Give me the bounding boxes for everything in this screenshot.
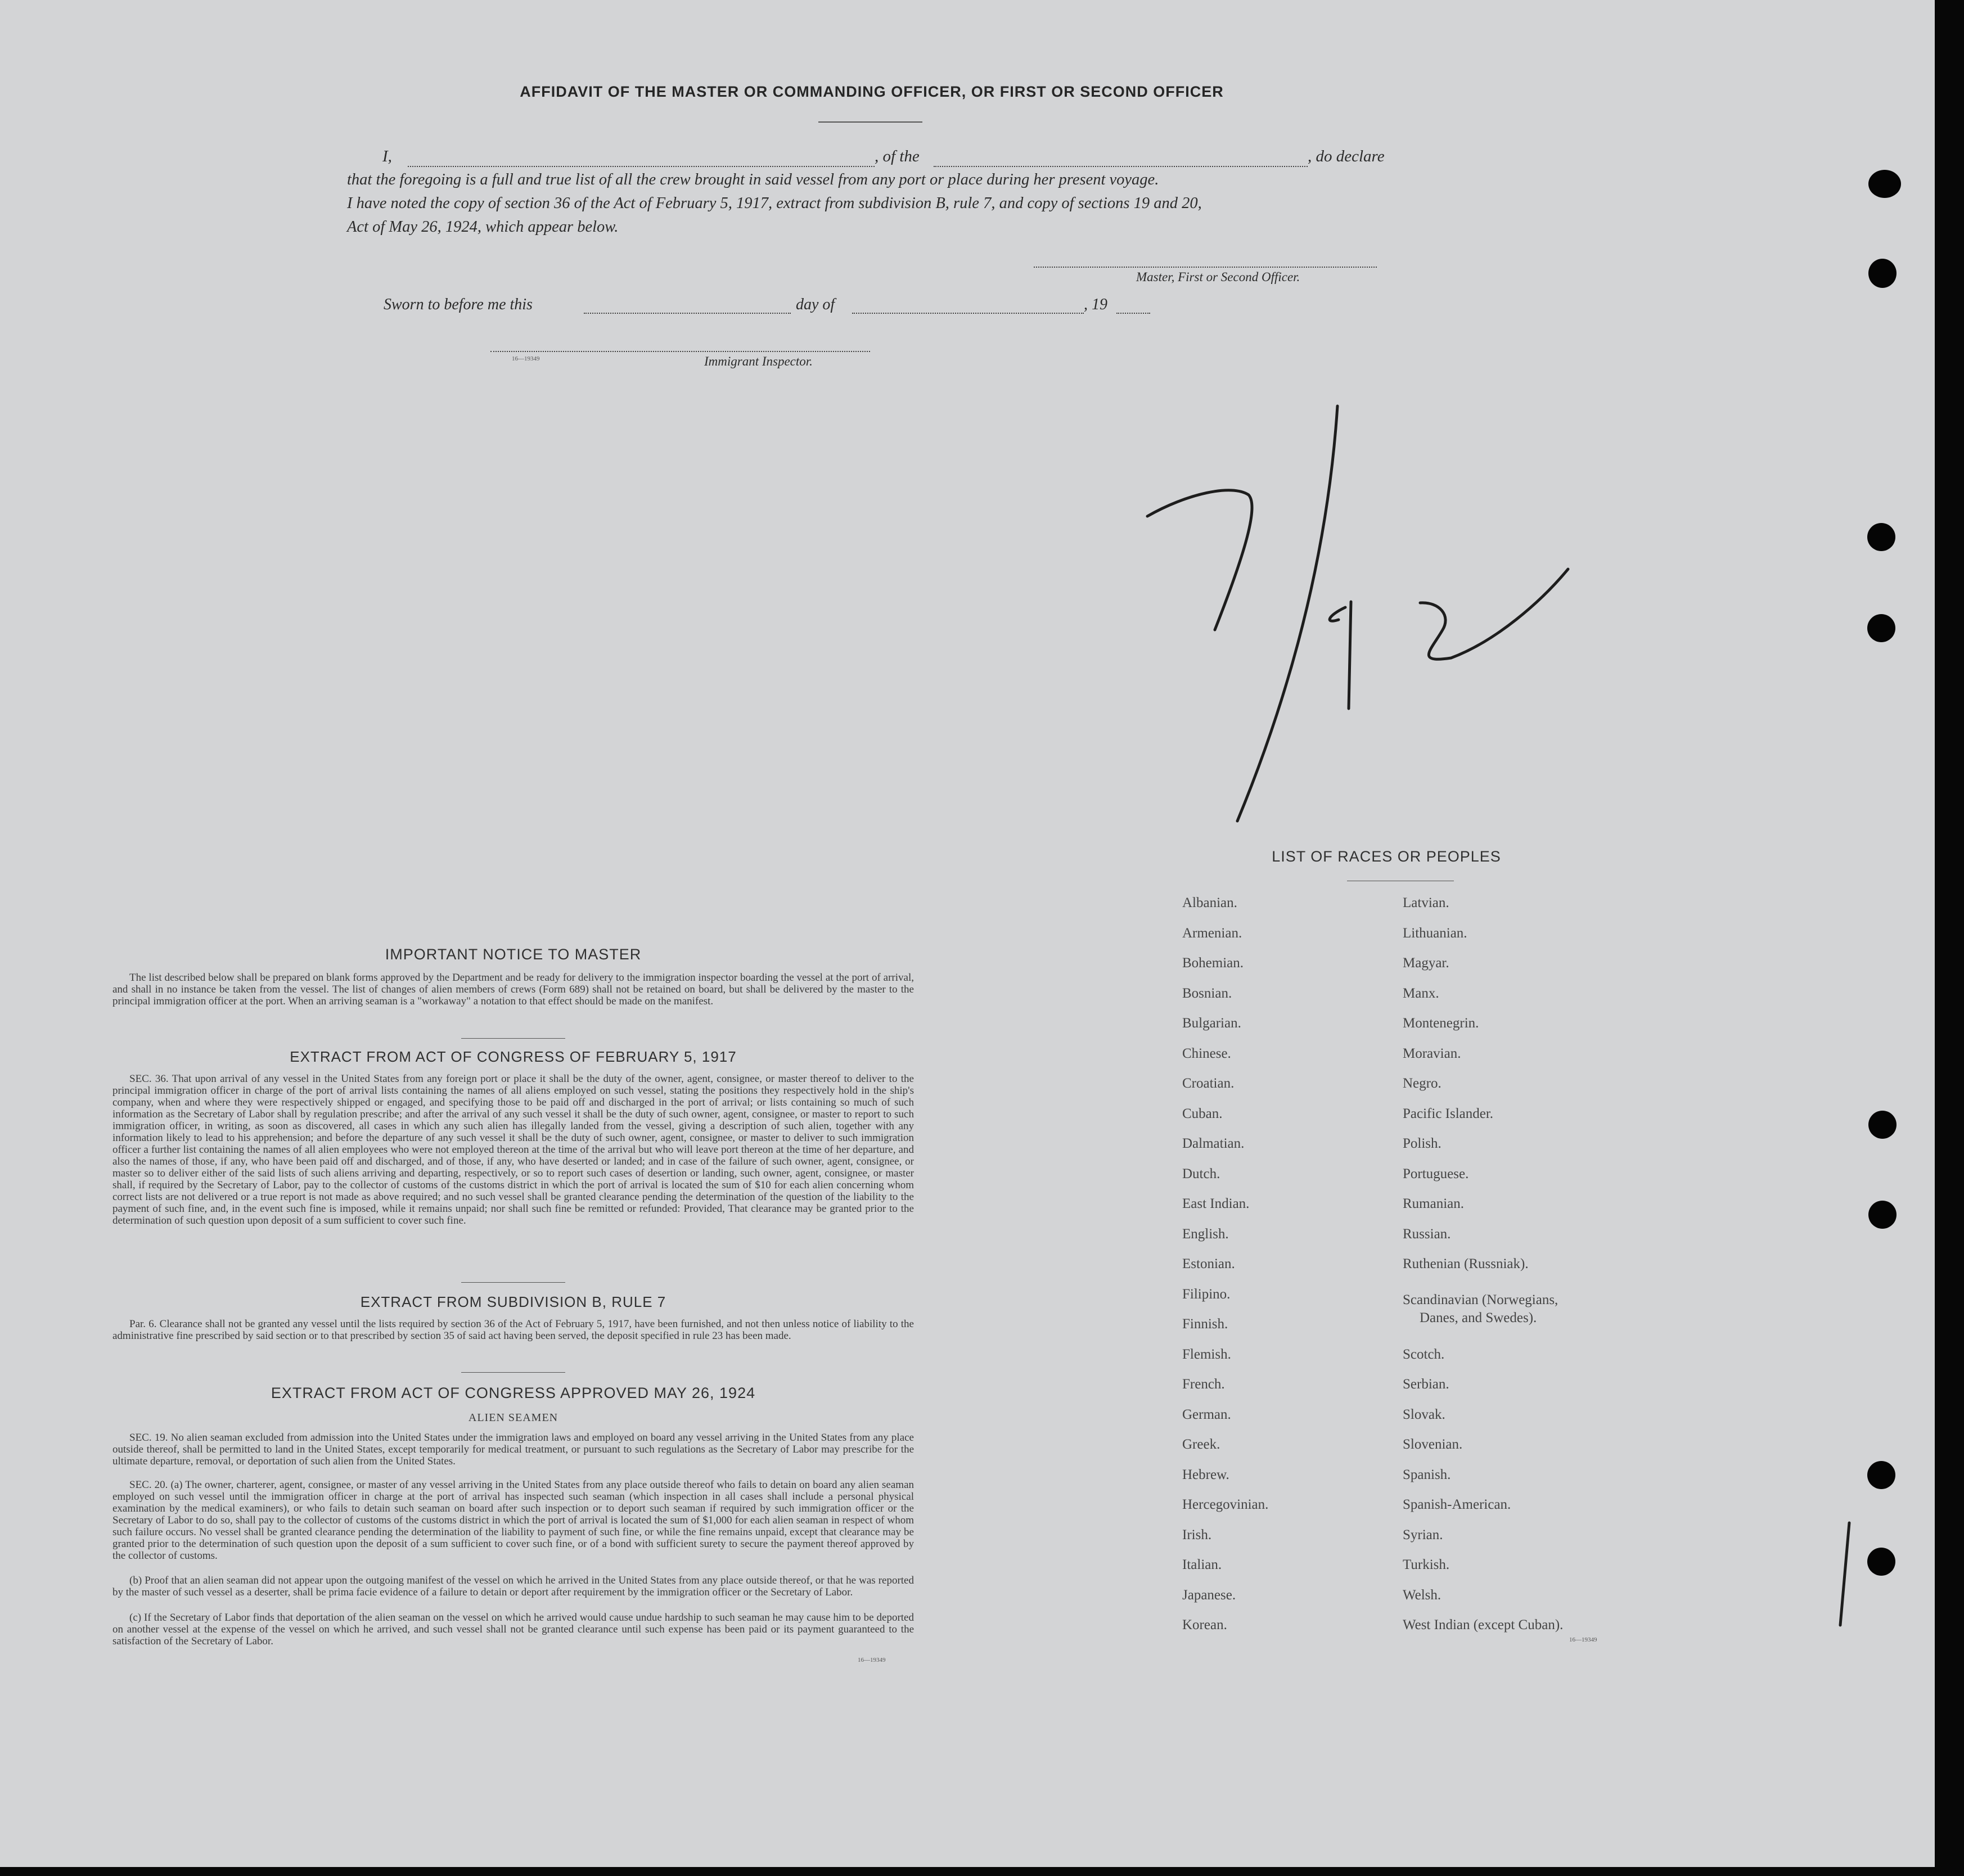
rule7-divider <box>461 1372 565 1373</box>
sworn-label: Sworn to before me this <box>384 296 533 313</box>
punch-hole <box>1867 1548 1895 1576</box>
handwritten-stroke <box>1834 1518 1856 1631</box>
race-item: Portuguese. <box>1403 1166 1469 1181</box>
signature-line <box>1034 267 1377 268</box>
race-item: Serbian. <box>1403 1377 1449 1392</box>
rule7-body: Par. 6. Clearance shall not be granted any vessel until the lists required by section 36 of the Act of February 5, 1917, have been furnished, and not then unless notice of liability to the administrative fine prescribed by said section or to that prescribed by section 35 of said act having been served, the deposit specified in rule 23 has been made. <box>112 1318 914 1342</box>
punch-hole <box>1867 1461 1895 1489</box>
race-item: Korean. <box>1182 1617 1227 1633</box>
alien-seamen-subtitle: ALIEN SEAMEN <box>468 1411 558 1424</box>
race-item: French. <box>1182 1377 1225 1392</box>
race-item: Spanish-American. <box>1403 1497 1511 1512</box>
race-item: German. <box>1182 1407 1231 1422</box>
race-item: Rumanian. <box>1403 1196 1465 1211</box>
day-of-label: day of <box>796 296 835 313</box>
race-item: Slovak. <box>1403 1407 1445 1422</box>
race-item: Bulgarian. <box>1182 1016 1241 1031</box>
sworn-month-field <box>852 313 1084 314</box>
race-item: Armenian. <box>1182 926 1242 941</box>
declaration-line-4: Act of May 26, 1924, which appear below. <box>347 218 619 236</box>
races-title: LIST OF RACES OR PEOPLES <box>1272 848 1501 865</box>
sec20a-body: SEC. 20. (a) The owner, charterer, agent, consignee, or master of any vessel arriving in the United States from any place outside thereof who fails to detain on board any alien seaman employed on such vessel until the immigration officer in charge at the port of arrival has inspected such seaman (which inspection in all cases shall include a personal physical examination by the medical examiners), or who fails to detain such seaman on board after such inspection or to deport such seaman if required by such immigration officer or the Secretary of Labor to do so, shall pay to the collector of customs of the customs district in which the port of arrival is located the sum of $1,000 for each alien seaman in respect of whom such failure occurs. No vessel shall be granted clearance pending the determination of the liability to payment of such fine, or while the fine remains unpaid, except that clearance may be granted prior to the determination of such question upon the deposit of a sum sufficient to cover such fine, or of a bond with sufficient surety to secure the payment thereof approved by the collector of customs. <box>112 1479 914 1562</box>
sworn-year-field <box>1116 313 1150 314</box>
race-item: Slovenian. <box>1403 1437 1463 1452</box>
sec20b-body: (b) Proof that an alien seaman did not appear upon the outgoing manifest of the vessel on which he arrived in the United States from any place outside thereof, or that he was reported by the master of such vessel as a deserter, shall be prima facie evidence of a failure to detain or deport after requirement by the immigration officer or the Secretary of Labor. <box>112 1575 914 1598</box>
declarant-label: I, <box>382 147 392 165</box>
race-item: Hebrew. <box>1182 1467 1229 1482</box>
declarant-name-field <box>408 166 875 167</box>
race-item: Turkish. <box>1403 1557 1450 1572</box>
year-label: , 19 <box>1084 296 1107 313</box>
race-item: Ruthenian (Russniak). <box>1403 1256 1529 1271</box>
sworn-day-field <box>584 313 791 314</box>
race-item: Estonian. <box>1182 1256 1235 1271</box>
vessel-name-field <box>934 166 1308 167</box>
race-item: Pacific Islander. <box>1403 1106 1494 1121</box>
notice-divider <box>461 1038 565 1039</box>
race-item: Bohemian. <box>1182 955 1244 971</box>
extract-1917-divider <box>461 1282 565 1283</box>
punch-hole <box>1868 259 1897 288</box>
race-item: Scandinavian (Norwegians, <box>1403 1292 1558 1307</box>
race-item: Montenegrin. <box>1403 1016 1479 1031</box>
race-item: Polish. <box>1403 1136 1442 1151</box>
race-item: Dutch. <box>1182 1166 1220 1181</box>
signature-label: Master, First or Second Officer. <box>1136 270 1300 284</box>
race-item: Spanish. <box>1403 1467 1451 1482</box>
of-the-label: , of the <box>875 147 920 165</box>
affidavit-title: AFFIDAVIT OF THE MASTER OR COMMANDING OFFICER, OR FIRST OR SECOND OFFICER <box>520 83 1224 100</box>
race-item: East Indian. <box>1182 1196 1250 1211</box>
race-item: Greek. <box>1182 1437 1220 1452</box>
race-item: Dalmatian. <box>1182 1136 1245 1151</box>
race-item: Flemish. <box>1182 1347 1231 1362</box>
inspector-label: Immigrant Inspector. <box>704 354 813 368</box>
punch-hole <box>1868 1201 1897 1229</box>
race-item: Cuban. <box>1182 1106 1223 1121</box>
punch-hole <box>1868 1111 1897 1139</box>
race-item: Filipino. <box>1182 1287 1231 1302</box>
races-form-number: 16—19349 <box>1569 1636 1597 1643</box>
race-item: Scotch. <box>1403 1347 1445 1362</box>
punch-hole <box>1868 170 1901 198</box>
race-item: Irish. <box>1182 1527 1212 1543</box>
affidavit-form-number: 16—19349 <box>512 355 540 362</box>
title-divider <box>818 121 922 123</box>
notice-body: The list described below shall be prepared on blank forms approved by the Department and be ready for delivery to the immigration inspector boarding the vessel at the port of arrival, and shall in no instance be taken from the vessel. The list of changes of alien members of crews (Form 689) shall not be retained on board, but shall be delivered by the master to the principal immigration officer at the port. When an arriving seaman is a "workaway" a notation to that effect should be made on the manifest. <box>112 972 914 1007</box>
extract-1917-body: SEC. 36. That upon arrival of any vessel in the United States from any foreign port or place it shall be the duty of the owner, agent, consignee, or master thereof to deliver to the principal immigration officer in charge of the port of arrival lists containing the names of all aliens employed on such vessel, stating the positions they respectively hold in the ship's company, when and where they were respectively shipped or engaged, and specifying those to be paid off and discharged in the port of arrival; or lists containing so much of such information as the Secretary of Labor shall by regulation prescribe; and after the arrival of any such vessel it shall be the duty of such owner, agent, consignee, or master to report to such immigration officer, in writing, as soon as discovered, all cases in which any such alien has illegally landed from the vessel, giving a description of such alien, together with any information likely to lead to his apprehension; and before the departure of any such vessel it shall be the duty of such owner, agent, consignee, or master to deliver to such immigration officer a further list containing the names of all alien employees who were not employed thereon at the time of the arrival but who will leave port thereon at the time of her departure, and also the names of those, if any, who have been paid off and discharged, and of those, if any, who have deserted or landed; and in case of the failure of such owner, agent, consignee, or master so to deliver either of the said lists of such aliens arriving and departing, respectively, or so to report such cases of desertion or landing, such owner, agent, consignee, or master shall, if required by the Secretary of Labor, pay to the collector of customs of the customs district in which the port of arrival is located the sum of $10 for each alien concerning whom correct lists are not delivered or a true report is not made as above required; and no such vessel shall be granted clearance pending the determination of the question of the liability to the payment of such fine, and, in the event such fine is imposed, while it remains unpaid; nor shall such fine be remitted or refunded: Provided, That clearance may be granted prior to the determination of such question upon deposit of a sum sufficient to cover such fine. <box>112 1073 914 1226</box>
race-item: Croatian. <box>1182 1076 1235 1091</box>
race-item: Danes, and Swedes). <box>1420 1310 1537 1325</box>
race-item: Finnish. <box>1182 1316 1228 1332</box>
extract-1917-title: EXTRACT FROM ACT OF CONGRESS OF FEBRUARY 5, 1917 <box>290 1048 737 1065</box>
sec20c-body: (c) If the Secretary of Labor finds that deportation of the alien seaman on the vessel on which he arrived would cause undue hardship to such seaman he may cause him to be deported on another vessel at the expense of the vessel on which he arrived, and such vessel shall not be granted clearance until such expense has been paid or its payment guaranteed to the satisfaction of the Secretary of Labor. <box>112 1612 914 1647</box>
race-item: Syrian. <box>1403 1527 1443 1543</box>
race-item: Latvian. <box>1403 895 1449 910</box>
extract-form-number: 16—19349 <box>858 1657 886 1663</box>
race-item: Negro. <box>1403 1076 1442 1091</box>
race-item: West Indian (except Cuban). <box>1403 1617 1564 1633</box>
race-item: Bosnian. <box>1182 986 1232 1001</box>
race-item: Moravian. <box>1403 1046 1461 1061</box>
race-item: Italian. <box>1182 1557 1222 1572</box>
notice-title: IMPORTANT NOTICE TO MASTER <box>385 946 642 963</box>
declaration-line-2: that the foregoing is a full and true list of all the crew brought in said vessel from any port or place during her present voyage. <box>347 171 1159 188</box>
race-item: Russian. <box>1403 1226 1451 1242</box>
punch-hole <box>1867 614 1895 642</box>
rule7-title: EXTRACT FROM SUBDIVISION B, RULE 7 <box>360 1293 666 1310</box>
race-item: Japanese. <box>1182 1588 1236 1603</box>
declaration-line-3: I have noted the copy of section 36 of the Act of February 5, 1917, extract from subdivision B, rule 7, and copy of sections 19 and 20, <box>347 195 1202 212</box>
inspector-signature-line <box>490 351 870 352</box>
race-item: Hercegovinian. <box>1182 1497 1269 1512</box>
handwritten-note-7-12 <box>1136 394 1586 832</box>
punch-hole <box>1867 523 1895 551</box>
do-declare-label: , do declare <box>1308 147 1385 165</box>
race-item: Albanian. <box>1182 895 1237 910</box>
race-item: English. <box>1182 1226 1229 1242</box>
race-item: Chinese. <box>1182 1046 1231 1061</box>
race-item: Lithuanian. <box>1403 926 1467 941</box>
race-item: Welsh. <box>1403 1588 1442 1603</box>
sec19-body: SEC. 19. No alien seaman excluded from admission into the United States under the immigration laws and employed on board any vessel arriving in the United States from any place outside thereof, shall be permitted to land in the United States, except temporarily for medical treatment, or pursuant to such regulations as the Secretary of Labor may prescribe for the ultimate departure, removal, or deportation of such alien from the United States. <box>112 1432 914 1467</box>
race-item: Magyar. <box>1403 955 1449 971</box>
race-item: Manx. <box>1403 986 1439 1001</box>
extract-1924-title: EXTRACT FROM ACT OF CONGRESS APPROVED MAY 26, 1924 <box>271 1385 756 1401</box>
